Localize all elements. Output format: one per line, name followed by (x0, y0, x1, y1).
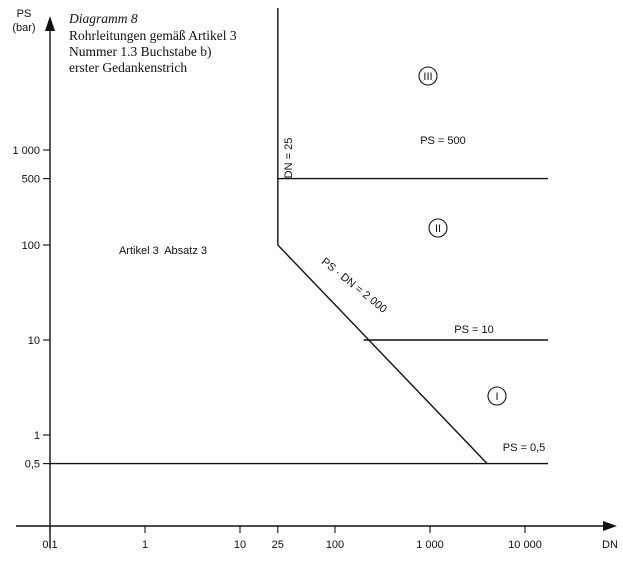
y-tick-label-1: 1 (33, 430, 40, 442)
boundary-label-ps-dn-2000: PS · DN = 2 000 (318, 255, 389, 316)
boundary-label-ps-500: PS = 500 (420, 135, 466, 147)
y-tick-label-500: 500 (21, 173, 40, 186)
region-label-article-3-paragraph-3: Artikel 3 Absatz 3 (118, 245, 208, 257)
diagram-subtitle-line-2: Nummer 1.3 Buchstabe b) (69, 44, 212, 59)
diagram-subtitle-line-1: Rohrleitungen gemäß Artikel 3 (69, 28, 237, 43)
y-tick-label-0-5: 0,5 (24, 458, 40, 471)
boundary-label-ps-10: PS = 10 (454, 324, 494, 336)
y-tick-label-100: 100 (21, 240, 40, 252)
region-label-iii: III (423, 71, 433, 83)
region-badge-i (488, 387, 506, 405)
x-tick-label-1000: 1 000 (416, 539, 444, 551)
diagram-heading: Diagramm 8 (69, 11, 138, 26)
y-axis-ticks (12, 145, 50, 471)
x-tick-label-25: 25 (271, 539, 284, 551)
boundary-label-ps-0-5: PS = 0,5 (502, 442, 546, 454)
region-badge-ii (429, 219, 447, 237)
region-label-ii: II (434, 223, 442, 235)
x-tick-label-10000: 10 000 (508, 539, 542, 551)
region-label-i: I (495, 391, 499, 403)
x-tick-label-100: 100 (325, 539, 345, 551)
boundary-lines (50, 8, 548, 464)
y-axis-unit: (bar) (12, 22, 36, 34)
y-tick-label-1000: 1 000 (12, 145, 40, 157)
x-tick-label-10: 10 (233, 539, 247, 551)
diagram-subtitle-line-3: erster Gedankenstrich (69, 60, 188, 75)
boundary-line-ps-dn-2-000 (278, 245, 487, 464)
x-tick-label-1: 1 (141, 539, 149, 551)
x-axis-ticks (42, 526, 541, 551)
y-axis-arrow (45, 16, 55, 31)
x-tick-label-0-1: 0,1 (42, 539, 58, 551)
x-axis-label: DN (602, 539, 618, 551)
x-axis-arrow (603, 521, 617, 531)
y-axis-label: PS (16, 8, 32, 20)
region-badge-iii (419, 67, 437, 85)
boundary-label-dn-25: DN = 25 (283, 137, 295, 179)
y-tick-label-10: 10 (27, 335, 40, 347)
